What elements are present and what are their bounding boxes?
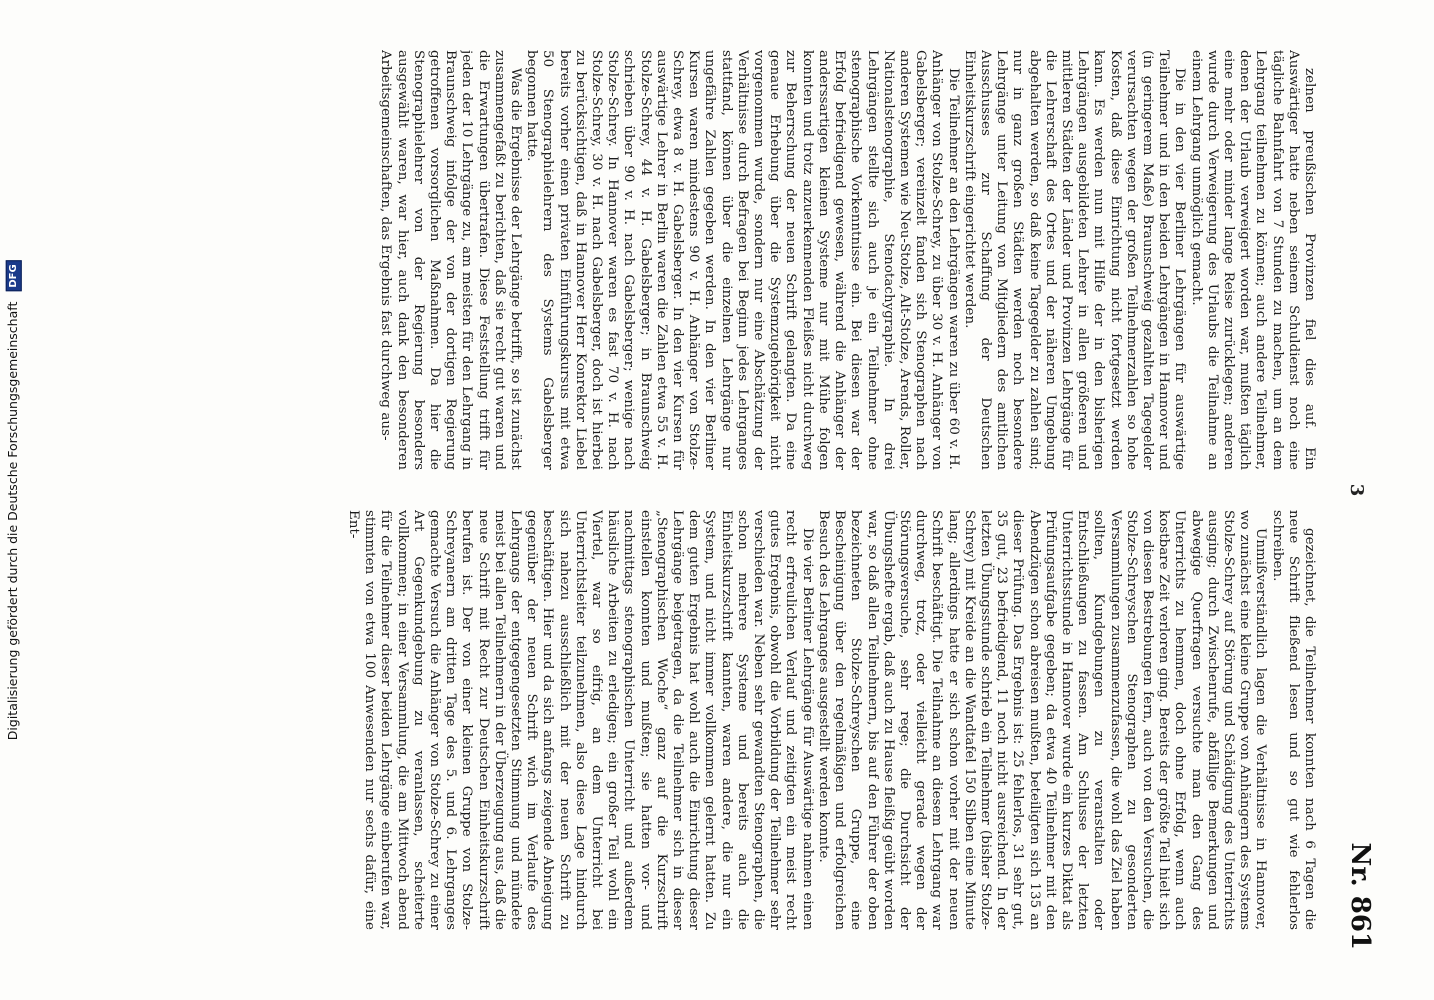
paragraph: Die vier Berliner Lehrgänge für Auswärtige nahmen einen recht erfreulichen Verlauf und zeitigten ein meist recht gutes Ergebnis, obwohl die Vorbildung der Teilnehmer sehr verschieden war. Neben sehr gewandten Stenographen, die schon mehrere Systeme und bereits auch die Einheitskurzschrift kannten, waren andere, die nur ein System, und nicht immer vollkommen gelernt hatten. Zu dem guten Ergebnis hat wohl auch die Einrichtung dieser Lehrgänge beigetragen, da die Teilnehmer sich in dieser „Stenographischen Woche“ ganz auf die Kurzschrift einstellen konnten und mußten; sie hatten vor- und nachmittags stenographischen Unterricht und außerdem häusliche Arbeiten zu erledigen; ein großer Teil wohl ein Viertel, war so eifrig, an dem Unterricht bei Unterrichtsleiter teilzunehmen, also diese Lage hindurch sich nahezu ausschließlich mit der neuen Schrift zu beschäftigen. Hier und da sich anfangs zeigende Abneigung gegenüber der neuen Schrift wich im Verlaufe des Lehrgangs der entgegengesetzten Stimmung und mündete meist bei allen Teilnehmern in der Überzeugung aus, daß die neue Schrift mit Recht zur Deutschen Einheitskurzschrift berufen ist. Der von einer kleinen Gruppe von Stolze-Schreyanern am dritten Tage des 5. und 6. Lehrganges gemachte Versuch die Anhänger von Stolze-Schrey zu einer Art Gegenkundgebung zu veranlassen, scheiterte vollkommen; in einer Versammlung, die am Mittwoch abend für die Teilnehmer dieser beiden Lehrgänge einberufen war, stimmten von etwa 100 Anwesenden nur sechs dafür, eine Ent- <box>346 510 815 930</box>
issue-number: Nr. 861 <box>1345 842 1375 950</box>
page-number: 3 <box>1346 483 1367 497</box>
paragraph: zelnen preußischen Provinzen fiel dies auf. Ein Auswärtiger hatte neben seinem Schuldienst noch eine tägliche Bahnfahrt von 7 Stunden zu machen, um an dem Lehrgang teilnehmen zu können; auch andere Teilnehmer, denen der Urlaub verweigert worden war, mußten täglich eine mehr oder minder lange Reise zurücklegen; anderen wurde durch Verweigerung des Urlaubs die Teilnahme an einem Lehrgang unmöglich gemacht. <box>1188 50 1317 470</box>
digitization-note: Digitalisierung gefördert durch die Deutsche Forschungsgemeinschaft <box>4 301 20 741</box>
digitization-footer <box>2 0 24 1000</box>
paragraph: Die in den vier Berliner Lehrgängen für auswärtige Teilnehmer und in den beiden Lehrgängen in Hannover und (in geringerem Maße) Braunschweig gezahlten Tagegelder verursachten wegen der großen Teilnehmerzahlen so hohe Kosten, daß diese Einrichtung nicht fortgesetzt werden kann. Es werden nun mit Hilfe der in den bisherigen Lehrgängen ausgebildeten Lehrer in allen größeren und mittleren Städten der Länder und Provinzen Lehrgänge für die Lehrerschaft des Ortes und der näheren Umgebung abgehalten werden, so daß keine Tagegelder zu zahlen sind; nur in ganz großen Städten werden noch besondere Lehrgänge unter Leitung von Mitgliedern des amtlichen Ausschusses zur Schaffung der Deutschen Einheitskurzschrift eingerichtet werden. <box>961 50 1188 470</box>
digitization-note-text <box>5 10 22 990</box>
paragraph: gezeichnet, die Teilnehmer konnten nach 6 Tagen die neue Schrift fließend lesen und so gut wie fehlerlos schreiben. <box>1269 510 1317 930</box>
paragraph: Die Teilnehmer an den Lehrgängen waren zu über 60 v. H. Anhänger von Stolze-Schrey, zu über 30 v. H. Anhänger von Gabelsberger; vereinzelt fanden sich Stenographen nach anderen Systemen wie Neu-Stolze, Alt-Stolze, Arends, Roller, Nationalstenographie, Stenotachygraphie. In drei Lehrgängen stellte sich auch je ein Teilnehmer ohne stenographische Vorkenntnisse ein. Bei diesen war der Erfolg befriedigend gewesen, während die Anhänger der anderssartigen kleinen Systeme nur mit Mühe folgen konnten und trotz anzuerkennenden Fleißes nicht durchweg zur Beherrschung der neuen Schrift gelangten. Da eine genaue Erhebung über die Systemzugehörigkeit nicht vorgenommen wurde, sondern nur eine Abschätzung der Verhältnisse durch Befragen bei Beginn jedes Lehrganges stattfand, können über die einzelnen Lehrgänge nur ungefähre Zahlen gegeben werden. In den vier Berliner Kursen waren mindestens 90 v. H. Anhänger von Stolze-Schrey, etwa 8 v. H. Gabelsberger. In den vier Kursen für auswärtige Lehrer in Berlin waren die Zahlen etwa 55 v. H. Stolze-Schrey, 44 v. H. Gabelsberger; in Braunschweig schrieben über 90 v. H. nach Gabelsberger; wenige nach Stolze-Schrey. In Hannover waren es fast 70 v. H. nach Stolze-Schrey, 30 v. H. nach Gabelsberger, doch ist hierbei zu berücksichtigen, daß in Hannover Herr Konrektor Liebel bereits vorher einen privaten Einführungskursus mit etwa 50 Stenographielehrern des Systems Gabelsberger begonnen hatte. <box>524 50 961 470</box>
dfg-logo: DFG <box>5 260 21 291</box>
text-column-left <box>67 50 1317 470</box>
paragraph: Was die Ergebnisse der Lehrgänge betrifft, so ist zunächst zusammengefaßt zu berichten, daß sie recht gut waren und die Erwartungen übertrafen. Diese Feststellung trifft für jeden der 10 Lehrgänge zu, am meisten für den Lehrgang in Braunschweig infolge der von der dortigen Regierung getroffenen vorsorglichen Maßnahmen. Da hier die Stenographielehrer von der Regierung besonders ausgewählt waren, war hier, auch dank den besonderen Arbeitsgemeinschaften, das Ergebnis fast durchweg aus- <box>378 50 524 470</box>
text-column-right <box>67 510 1317 930</box>
document-page <box>57 30 1377 970</box>
paragraph: Unmißverständlich lagen die Verhältnisse in Hannover, wo zunächst eine kleine Gruppe von Anhängern des Systems Stolze-Schrey auf Störung und Schädigung des Unterrichts ausging; durch Zwischenrufe, abfällige Bemerkungen und abwegige Querfragen versuchte man den Gang des Unterrichts zu hemmen, doch ohne Erfolg, wenn auch kostbare Zeit verloren ging. Bereits der größte Teil hielt sich von diesen Bestrebungen fern, auch von den Versuchen, die Stolze-Schreyschen Stenographen zu gesonderten Versammlungen zusammenzufassen, die wohl das Ziel haben sollten, Kundgebungen zu veranstalten oder Entschließungen zu fassen. Am Schlusse der letzten Unterrichtsstunde in Hannover wurde ein kurzes Diktat als Prüfungsaufgabe gegeben; da etwa 40 Teilnehmer mit den Abendzügen schon abreisen mußten, beteiligten sich 135 an dieser Prüfung. Das Ergebnis ist: 25 fehlerlos, 31 sehr gut, 35 gut, 23 befriedigend, 11 noch nicht ausreichend. In der letzten Übungsstunde schrieb ein Teilnehmer (bisher Stolze-Schrey) mit Kreide an die Wandtafel 150 Silben eine Minute lang; allerdings hatte er sich schon vorher mit der neuen Schrift beschäftigt. Die Teilnahme an diesem Lehrgang war durchweg, trotz, oder vielleicht gerade wegen der Störungsversuche, sehr rege; die Durchsicht der Übungshefte ergab, daß auch zu Hause fleißig geübt worden war, so daß allen Teilnehmern, bis auf den Führer der oben bezeichneten Stolze-Schreyschen Gruppe, eine Bescheinigung über den regelmäßigen und erfolgreichen Besuch des Lehrganges ausgestellt werden konnte. <box>815 510 1269 930</box>
